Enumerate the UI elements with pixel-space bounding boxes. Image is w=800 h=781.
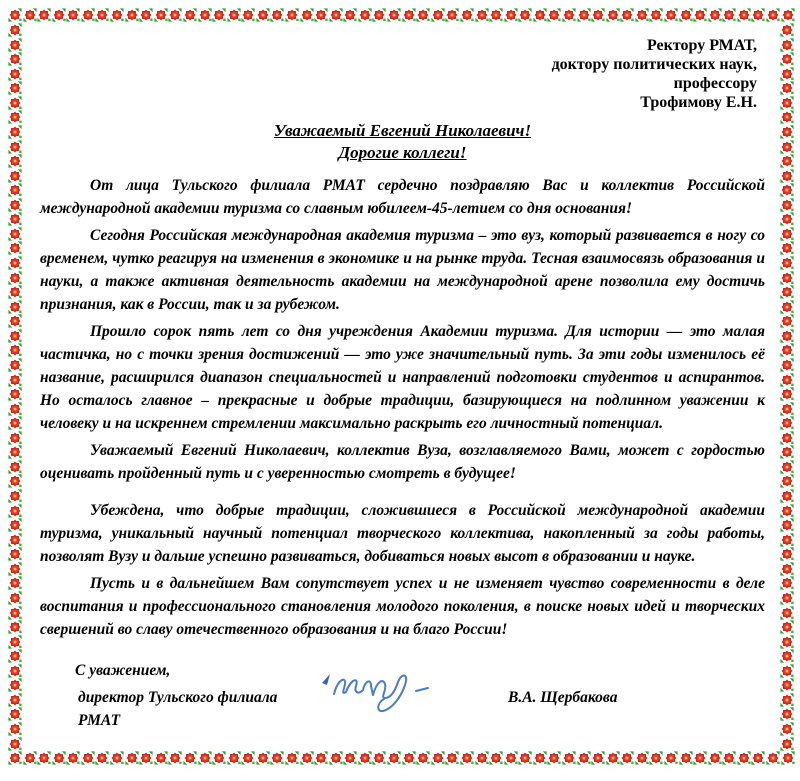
flower-icon bbox=[241, 751, 255, 765]
flower-icon bbox=[300, 751, 314, 765]
flower-icon bbox=[780, 343, 794, 357]
flower-icon bbox=[780, 737, 794, 751]
flower-icon bbox=[8, 591, 22, 605]
decorative-border-left bbox=[8, 23, 23, 751]
recipient-line: профессору bbox=[673, 75, 757, 92]
flower-icon bbox=[8, 416, 22, 430]
flower-icon bbox=[635, 751, 649, 765]
flower-icon bbox=[780, 722, 794, 736]
flower-icon bbox=[780, 489, 794, 503]
flower-icon bbox=[431, 8, 445, 22]
closing-row bbox=[78, 686, 765, 732]
flower-icon bbox=[664, 751, 678, 765]
flower-icon bbox=[679, 751, 693, 765]
flower-icon bbox=[8, 635, 22, 649]
flower-icon bbox=[8, 314, 22, 328]
flower-icon bbox=[679, 8, 693, 22]
flower-icon bbox=[8, 38, 22, 52]
flower-icon bbox=[314, 751, 328, 765]
flower-icon bbox=[8, 373, 22, 387]
flower-icon bbox=[8, 533, 22, 547]
flower-icon bbox=[460, 751, 474, 765]
flower-icon bbox=[8, 576, 22, 590]
flower-icon bbox=[416, 751, 430, 765]
flower-icon bbox=[780, 198, 794, 212]
flower-icon bbox=[198, 8, 212, 22]
flower-icon bbox=[8, 169, 22, 183]
flower-icon bbox=[372, 8, 386, 22]
salutation-line: Дорогие коллеги! bbox=[338, 143, 467, 162]
flower-icon bbox=[780, 23, 794, 37]
flower-icon bbox=[577, 8, 591, 22]
flower-icon bbox=[154, 8, 168, 22]
closing-name: В.А. Щербакова bbox=[508, 689, 618, 706]
flower-icon bbox=[780, 314, 794, 328]
flower-icon bbox=[372, 751, 386, 765]
flower-icon bbox=[577, 751, 591, 765]
flower-icon bbox=[270, 751, 284, 765]
flower-icon bbox=[547, 751, 561, 765]
flower-icon bbox=[52, 8, 66, 22]
flower-icon bbox=[780, 154, 794, 168]
flower-icon bbox=[606, 8, 620, 22]
flower-icon bbox=[780, 606, 794, 620]
flower-icon bbox=[8, 285, 22, 299]
flower-icon bbox=[780, 474, 794, 488]
flower-icon bbox=[780, 504, 794, 518]
paragraph: От лица Тульского филиала РМАТ сердечно поздравляю Вас и коллектив Российской международной академии туризма со славным юбилеем-45-летием со дня основания! bbox=[40, 177, 765, 217]
flower-icon bbox=[212, 8, 226, 22]
closing-position: директор Тульского филиала РМАТ bbox=[78, 689, 278, 729]
flower-icon bbox=[8, 751, 22, 765]
flower-icon bbox=[518, 751, 532, 765]
flower-icon bbox=[198, 751, 212, 765]
flower-icon bbox=[780, 649, 794, 663]
flower-icon bbox=[8, 241, 22, 255]
flower-icon bbox=[475, 8, 489, 22]
flower-icon bbox=[110, 751, 124, 765]
flower-icon bbox=[329, 8, 343, 22]
signature-handwriting-icon bbox=[318, 686, 468, 714]
flower-icon bbox=[722, 751, 736, 765]
flower-icon bbox=[125, 751, 139, 765]
flower-icon bbox=[256, 751, 270, 765]
flower-icon bbox=[780, 518, 794, 532]
flower-icon bbox=[183, 8, 197, 22]
flower-icon bbox=[620, 8, 634, 22]
flower-icon bbox=[37, 8, 51, 22]
flower-icon bbox=[475, 751, 489, 765]
flower-icon bbox=[635, 8, 649, 22]
flower-icon bbox=[8, 460, 22, 474]
recipient-block bbox=[40, 36, 765, 112]
flower-icon bbox=[8, 489, 22, 503]
paragraph: Убеждена, что добрые традиции, сложившиеся в Российской международной академии туризма, уникальный научный потенциал творческого коллектива, накопленный за годы работы, позволят Вузу и дальше успешно развиваться, добиваться новых высот в образовании и науке. bbox=[40, 502, 765, 565]
flower-icon bbox=[780, 67, 794, 81]
flower-icon bbox=[780, 169, 794, 183]
flower-icon bbox=[8, 198, 22, 212]
flower-icon bbox=[95, 751, 109, 765]
flower-icon bbox=[780, 358, 794, 372]
flower-icon bbox=[8, 707, 22, 721]
flower-icon bbox=[110, 8, 124, 22]
flower-icon bbox=[780, 96, 794, 110]
flower-icon bbox=[780, 52, 794, 66]
flower-icon bbox=[445, 751, 459, 765]
paragraph: Прошло сорок пять лет со дня учреждения Академии туризма. Для истории — это малая частичка, но с точки зрения достижений — это уже значительный путь. За эти годы изменилось её название, расширился диапазон специальностей и направлений подготовки студентов и аспирантов. Но осталось главное – прекрасные и добрые традиции, базирующиеся на подлинном уважении к человеку и на искреннем стремлении максимально раскрыть его личностный потенциал. bbox=[40, 323, 765, 432]
flower-icon bbox=[416, 8, 430, 22]
closing-regards: С уважением, bbox=[75, 662, 171, 679]
flower-icon bbox=[168, 8, 182, 22]
flower-icon bbox=[780, 591, 794, 605]
flower-icon bbox=[766, 8, 780, 22]
flower-icon bbox=[8, 110, 22, 124]
flower-icon bbox=[533, 8, 547, 22]
flower-icon bbox=[518, 8, 532, 22]
flower-icon bbox=[751, 751, 765, 765]
flower-icon bbox=[8, 722, 22, 736]
flower-icon bbox=[780, 212, 794, 226]
flower-icon bbox=[8, 562, 22, 576]
flower-icon bbox=[780, 707, 794, 721]
flower-icon bbox=[8, 474, 22, 488]
flower-icon bbox=[562, 8, 576, 22]
letter-content bbox=[40, 36, 765, 732]
flower-icon bbox=[285, 8, 299, 22]
flower-icon bbox=[504, 751, 518, 765]
flower-icon bbox=[8, 183, 22, 197]
flower-icon bbox=[780, 110, 794, 124]
flower-icon bbox=[66, 751, 80, 765]
flower-icon bbox=[780, 183, 794, 197]
flower-icon bbox=[8, 547, 22, 561]
flower-icon bbox=[780, 664, 794, 678]
flower-icon bbox=[489, 751, 503, 765]
flower-icon bbox=[504, 8, 518, 22]
recipient-line: Ректору РМАТ, bbox=[646, 37, 757, 54]
flower-icon bbox=[780, 547, 794, 561]
flower-icon bbox=[270, 8, 284, 22]
flower-icon bbox=[780, 445, 794, 459]
flower-icon bbox=[489, 8, 503, 22]
flower-icon bbox=[8, 81, 22, 95]
flower-icon bbox=[780, 576, 794, 590]
flower-icon bbox=[620, 751, 634, 765]
flower-icon bbox=[737, 751, 751, 765]
flower-icon bbox=[8, 271, 22, 285]
flower-icon bbox=[591, 8, 605, 22]
flower-icon bbox=[780, 256, 794, 270]
flower-icon bbox=[8, 504, 22, 518]
flower-icon bbox=[8, 737, 22, 751]
flower-icon bbox=[387, 751, 401, 765]
flower-icon bbox=[693, 8, 707, 22]
flower-icon bbox=[780, 140, 794, 154]
flower-icon bbox=[23, 8, 37, 22]
flower-icon bbox=[256, 8, 270, 22]
flower-icon bbox=[8, 329, 22, 343]
paragraph: Пусть и в дальнейшем Вам сопутствует успех и не изменяет чувство современности в деле воспитания и профессионального становления молодого поколения, в поиске новых идей и творческих свершений во славу отечественного образования и на благо России! bbox=[40, 575, 765, 638]
flower-icon bbox=[460, 8, 474, 22]
flower-icon bbox=[780, 620, 794, 634]
salutation-line: Уважаемый Евгений Николаевич! bbox=[273, 121, 532, 140]
flower-icon bbox=[8, 445, 22, 459]
flower-icon bbox=[8, 358, 22, 372]
flower-icon bbox=[780, 81, 794, 95]
flower-icon bbox=[8, 620, 22, 634]
flower-icon bbox=[8, 343, 22, 357]
flower-icon bbox=[708, 751, 722, 765]
flower-icon bbox=[358, 751, 372, 765]
flower-icon bbox=[780, 431, 794, 445]
flower-icon bbox=[8, 649, 22, 663]
flower-icon bbox=[737, 8, 751, 22]
flower-icon bbox=[8, 52, 22, 66]
flower-icon bbox=[8, 23, 22, 37]
flower-icon bbox=[81, 751, 95, 765]
flower-icon bbox=[8, 664, 22, 678]
decorative-border-top bbox=[8, 8, 795, 23]
flower-icon bbox=[329, 751, 343, 765]
flower-icon bbox=[751, 8, 765, 22]
flower-icon bbox=[649, 8, 663, 22]
flower-icon bbox=[780, 241, 794, 255]
flower-icon bbox=[8, 154, 22, 168]
flower-icon bbox=[183, 751, 197, 765]
flower-icon bbox=[8, 693, 22, 707]
flower-icon bbox=[285, 751, 299, 765]
flower-icon bbox=[212, 751, 226, 765]
flower-icon bbox=[766, 751, 780, 765]
decorative-border-bottom bbox=[8, 751, 795, 766]
flower-icon bbox=[8, 387, 22, 401]
flower-icon bbox=[227, 8, 241, 22]
flower-icon bbox=[591, 751, 605, 765]
flower-icon bbox=[154, 751, 168, 765]
flower-icon bbox=[81, 8, 95, 22]
flower-icon bbox=[402, 751, 416, 765]
flower-icon bbox=[780, 329, 794, 343]
flower-icon bbox=[139, 751, 153, 765]
flower-icon bbox=[664, 8, 678, 22]
flower-icon bbox=[722, 8, 736, 22]
flower-icon bbox=[66, 8, 80, 22]
flower-icon bbox=[402, 8, 416, 22]
flower-icon bbox=[358, 8, 372, 22]
flower-icon bbox=[387, 8, 401, 22]
flower-icon bbox=[8, 606, 22, 620]
flower-icon bbox=[8, 96, 22, 110]
flower-icon bbox=[445, 8, 459, 22]
closing-block bbox=[40, 659, 765, 732]
flower-icon bbox=[8, 431, 22, 445]
decorative-border-right bbox=[780, 23, 795, 751]
flower-icon bbox=[8, 125, 22, 139]
flower-icon bbox=[780, 300, 794, 314]
flower-icon bbox=[708, 8, 722, 22]
flower-icon bbox=[780, 562, 794, 576]
flower-icon bbox=[23, 751, 37, 765]
recipient-line: доктору политических наук, bbox=[551, 56, 757, 73]
flower-icon bbox=[52, 751, 66, 765]
flower-icon bbox=[533, 751, 547, 765]
flower-icon bbox=[781, 8, 795, 22]
flower-icon bbox=[780, 125, 794, 139]
flower-icon bbox=[8, 678, 22, 692]
flower-icon bbox=[8, 402, 22, 416]
flower-icon bbox=[8, 227, 22, 241]
flower-icon bbox=[780, 38, 794, 52]
paragraph: Уважаемый Евгений Николаевич, коллектив Вуза, возглавляемого Вами, может с гордостью оценивать пройденный путь и с уверенностью смотреть в будущее! bbox=[40, 442, 765, 482]
flower-icon bbox=[8, 300, 22, 314]
flower-icon bbox=[343, 751, 357, 765]
flower-icon bbox=[431, 751, 445, 765]
flower-icon bbox=[37, 751, 51, 765]
flower-icon bbox=[780, 271, 794, 285]
flower-icon bbox=[8, 140, 22, 154]
flower-icon bbox=[693, 751, 707, 765]
flower-icon bbox=[8, 518, 22, 532]
salutation-block bbox=[40, 120, 765, 164]
flower-icon bbox=[343, 8, 357, 22]
flower-icon bbox=[780, 402, 794, 416]
flower-icon bbox=[649, 751, 663, 765]
flower-icon bbox=[780, 285, 794, 299]
flower-icon bbox=[125, 8, 139, 22]
flower-icon bbox=[780, 227, 794, 241]
flower-icon bbox=[8, 67, 22, 81]
flower-icon bbox=[168, 751, 182, 765]
flower-icon bbox=[780, 678, 794, 692]
flower-icon bbox=[562, 751, 576, 765]
flower-icon bbox=[227, 751, 241, 765]
flower-icon bbox=[780, 416, 794, 430]
recipient-line: Трофимову Е.Н. bbox=[640, 94, 757, 111]
flower-icon bbox=[95, 8, 109, 22]
flower-icon bbox=[780, 533, 794, 547]
flower-icon bbox=[606, 751, 620, 765]
flower-icon bbox=[780, 373, 794, 387]
paragraph: Сегодня Российская международная академия туризма – это вуз, который развивается в ногу со временем, чутко реагируя на изменения в экономике и на рынке труда. Тесная взаимосвязь образования и науки, а также активная деятельность академии на международной арене позволила ему достичь признания, как в России, так и за рубежом. bbox=[40, 227, 765, 313]
flower-icon bbox=[241, 8, 255, 22]
flower-icon bbox=[314, 8, 328, 22]
flower-icon bbox=[8, 256, 22, 270]
flower-icon bbox=[300, 8, 314, 22]
flower-icon bbox=[780, 387, 794, 401]
flower-icon bbox=[8, 212, 22, 226]
flower-icon bbox=[780, 635, 794, 649]
flower-icon bbox=[780, 460, 794, 474]
flower-icon bbox=[139, 8, 153, 22]
flower-icon bbox=[547, 8, 561, 22]
flower-icon bbox=[781, 751, 795, 765]
flower-icon bbox=[8, 8, 22, 22]
flower-icon bbox=[780, 693, 794, 707]
